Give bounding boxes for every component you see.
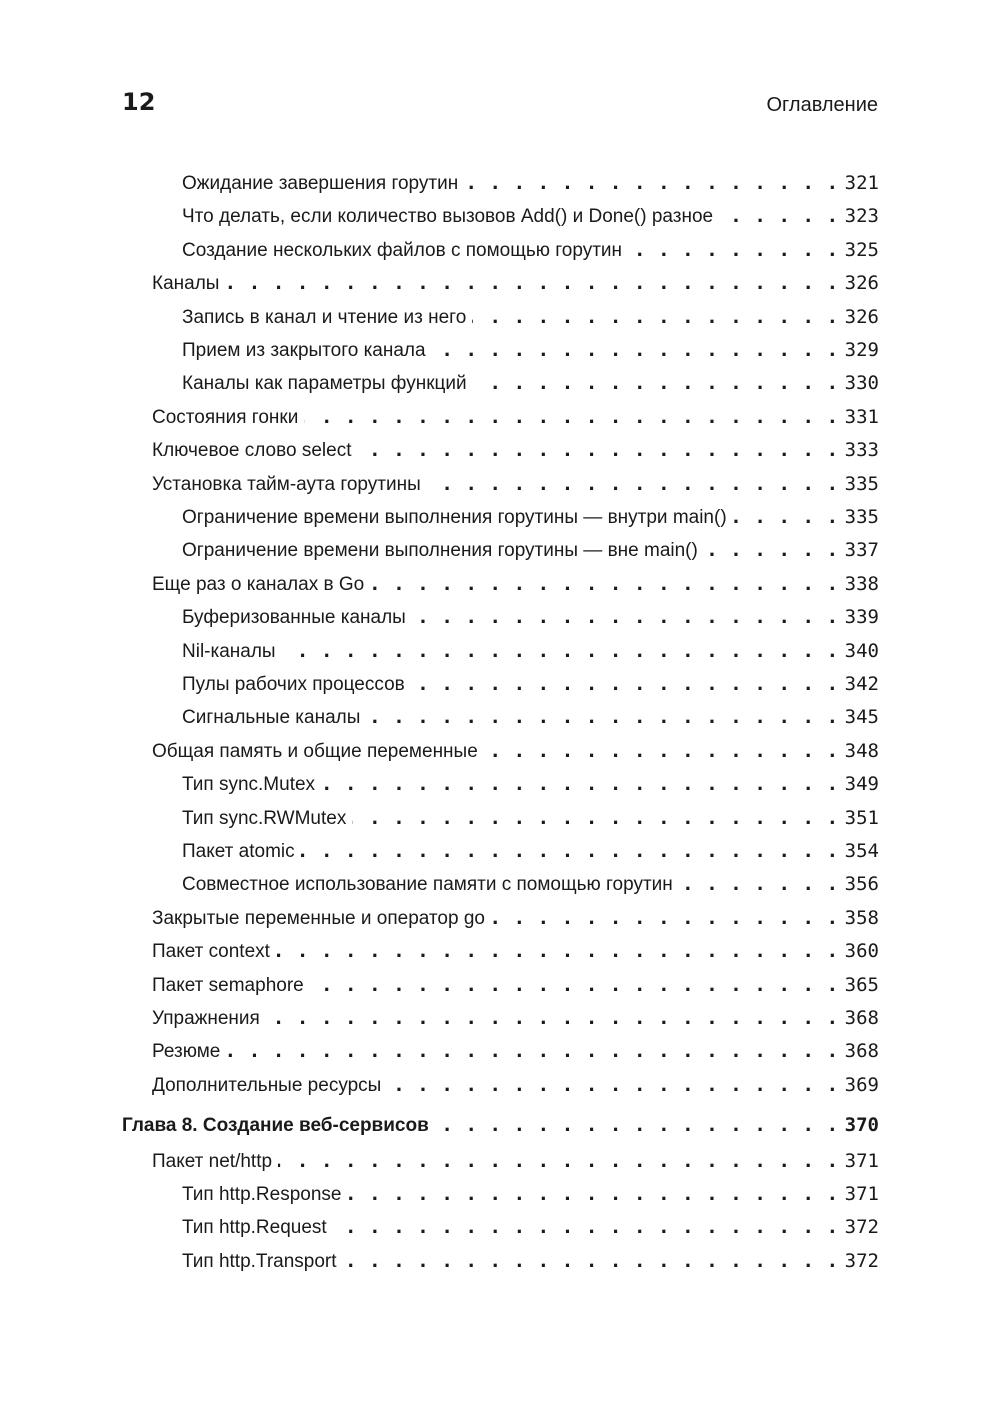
toc-entry-page: 330 xyxy=(844,372,879,395)
toc-dot-leader xyxy=(352,807,838,829)
toc-entry xyxy=(152,907,879,940)
toc-entry xyxy=(182,606,879,639)
toc-entry-page: 365 xyxy=(844,973,879,996)
toc-dot-leader xyxy=(278,1150,839,1172)
toc-entry-page: 325 xyxy=(844,238,879,261)
toc-entry-page: 358 xyxy=(844,906,879,929)
toc-entry-page: 349 xyxy=(844,773,879,796)
toc-dot-leader xyxy=(411,673,839,695)
toc-entry xyxy=(182,1216,879,1249)
toc-entry-page: 371 xyxy=(844,1149,879,1172)
toc-dot-leader xyxy=(333,1216,839,1238)
toc-dot-leader xyxy=(276,940,839,962)
toc-entry-page: 339 xyxy=(844,606,879,629)
toc-entry-page: 348 xyxy=(844,739,879,762)
toc-entry-title: Каналы xyxy=(152,273,220,295)
toc-dot-leader xyxy=(357,439,838,461)
toc-dot-leader xyxy=(733,506,839,528)
toc-entry xyxy=(182,506,879,539)
toc-entry xyxy=(152,1074,879,1107)
toc-entry-page: 333 xyxy=(844,439,879,462)
toc-entry xyxy=(182,873,879,906)
toc-entry xyxy=(182,1183,879,1216)
toc-entry xyxy=(152,439,879,472)
toc-entry xyxy=(182,172,879,205)
toc-entry-page: 323 xyxy=(844,205,879,228)
toc-entry-title: Пакет semaphore xyxy=(152,974,304,996)
toc-dot-leader xyxy=(225,272,838,294)
toc-entry-title: Буферизованные каналы xyxy=(182,607,406,629)
toc-entry-page: 340 xyxy=(844,639,879,662)
toc-entry-title: Тип http.Request xyxy=(182,1217,327,1239)
toc-entry-page: 342 xyxy=(844,673,879,695)
toc-entry-title: Тип sync.Mutex xyxy=(182,774,316,796)
toc-dot-leader xyxy=(484,740,839,762)
toc-entry-title: Создание нескольких файлов с помощью горутин xyxy=(182,239,623,261)
toc-entry-page: 371 xyxy=(844,1183,879,1205)
toc-entry xyxy=(152,740,879,773)
toc-entry xyxy=(152,272,879,305)
toc-entry-title: Дополнительные ресурсы xyxy=(152,1074,382,1096)
toc-entry-title: Закрытые переменные и оператор go xyxy=(152,907,485,929)
toc-dot-leader xyxy=(628,239,839,261)
toc-dot-leader xyxy=(464,172,838,194)
toc-dot-leader xyxy=(435,1114,839,1136)
toc-entry-page: 331 xyxy=(844,405,879,428)
toc-dot-leader xyxy=(304,406,838,428)
toc-dot-leader xyxy=(432,339,839,361)
toc-entry-title: Ограничение времени выполнения горутины — вне main() xyxy=(182,540,698,562)
toc-entry xyxy=(182,673,879,706)
toc-entry xyxy=(152,573,879,606)
toc-dot-leader xyxy=(301,840,839,862)
toc-entry-page: 351 xyxy=(844,806,879,829)
toc-entry-page: 354 xyxy=(844,840,879,862)
toc-entry-page: 372 xyxy=(844,1249,879,1272)
page-number: 12 xyxy=(122,88,156,116)
toc-entry-title: Упражнения xyxy=(152,1008,260,1029)
toc-chapter-entry xyxy=(122,1114,879,1147)
toc-entry-title: Установка тайм-аута горутины xyxy=(152,473,421,495)
toc-entry-page: 337 xyxy=(844,539,879,562)
toc-dot-leader xyxy=(679,873,839,895)
toc-entry-title: Пакет context xyxy=(152,941,270,963)
toc-entry-title: Что делать, если количество вызовов Add() и Done() разное xyxy=(182,206,714,228)
toc-entry xyxy=(182,640,879,673)
toc-entry-page: 329 xyxy=(844,339,879,361)
toc-entry-title: Ключевое слово select xyxy=(152,440,352,462)
toc-dot-leader xyxy=(427,473,839,495)
toc-entry xyxy=(182,1250,879,1283)
toc-entry xyxy=(152,473,879,506)
toc-entry-title: Ожидание завершения горутин xyxy=(182,173,459,194)
toc-entry-page: 369 xyxy=(844,1073,879,1096)
toc-dot-leader xyxy=(472,306,838,328)
toc-dot-leader xyxy=(370,573,838,595)
toc-entry-page: 356 xyxy=(844,873,879,896)
toc-entry xyxy=(152,974,879,1007)
toc-entry xyxy=(152,1040,879,1073)
toc-entry-page: 372 xyxy=(844,1216,879,1239)
toc-entry xyxy=(182,840,879,873)
toc-entry-title: Запись в канал и чтение из него xyxy=(182,306,467,328)
toc-entry-page: 338 xyxy=(844,572,879,595)
toc-dot-leader xyxy=(226,1040,838,1062)
toc-entry xyxy=(182,239,879,272)
toc-dot-leader xyxy=(343,1250,839,1272)
toc-entry xyxy=(152,406,879,439)
running-head: Оглавление xyxy=(766,94,878,116)
toc-entry-page: 345 xyxy=(844,706,879,729)
toc-entry-title: Состояния гонки xyxy=(152,406,299,428)
toc-entry xyxy=(152,940,879,973)
toc-entry-title: Глава 8. Создание веб-сервисов xyxy=(122,1115,429,1137)
toc-entry-page: 326 xyxy=(844,305,879,328)
toc-entry-title: Совместное использование памяти с помощью горутин xyxy=(182,874,673,896)
toc-entry-title: Общая память и общие переменные xyxy=(152,740,478,762)
toc-dot-leader xyxy=(704,539,839,561)
toc-entry-page: 321 xyxy=(844,172,879,194)
toc-entry-page: 326 xyxy=(844,272,879,295)
toc-dot-leader xyxy=(387,1074,838,1096)
toc-entry-title: Тип http.Response xyxy=(182,1184,342,1205)
toc-dot-leader xyxy=(266,1007,839,1029)
toc-entry xyxy=(182,372,879,405)
toc-entry-page: 368 xyxy=(844,1007,879,1029)
toc-entry-title: Тип http.Transport xyxy=(182,1250,337,1272)
toc-dot-leader xyxy=(719,205,839,227)
toc-entry-title: Пулы рабочих процессов xyxy=(182,674,405,695)
toc-entry-page: 370 xyxy=(844,1114,879,1137)
toc-entry xyxy=(182,205,879,238)
toc-entry-title: Прием из закрытого канала xyxy=(182,340,426,361)
toc-entry xyxy=(152,1150,879,1183)
toc-dot-leader xyxy=(473,372,839,394)
toc-entry-title: Nil-каналы xyxy=(182,640,276,662)
toc-dot-leader xyxy=(491,907,839,929)
toc-entry-title: Пакет atomic xyxy=(182,841,295,862)
toc-entry xyxy=(152,1007,879,1040)
toc-entry-title: Резюме xyxy=(152,1041,221,1063)
toc-dot-leader xyxy=(347,1183,838,1205)
toc-entry-title: Каналы как параметры функций xyxy=(182,373,467,395)
toc-entry-page: 335 xyxy=(844,472,879,495)
toc-entry-title: Еще раз о каналах в Go xyxy=(152,573,365,595)
toc-entry-title: Ограничение времени выполнения горутины — внутри main() xyxy=(182,507,727,528)
toc-entry xyxy=(182,539,879,572)
toc-dot-leader xyxy=(282,640,839,662)
toc-dot-leader xyxy=(412,606,839,628)
toc-entry xyxy=(182,773,879,806)
toc-entry-page: 360 xyxy=(844,940,879,963)
toc-dot-leader xyxy=(321,773,839,795)
toc-entry xyxy=(182,306,879,339)
toc-entry xyxy=(182,339,879,372)
toc-dot-leader xyxy=(366,706,838,728)
toc-entry-title: Пакет net/http xyxy=(152,1150,273,1172)
toc-entry-title: Тип sync.RWMutex xyxy=(182,807,347,829)
toc-entry-page: 368 xyxy=(844,1040,879,1063)
toc-dot-leader xyxy=(310,974,839,996)
toc-entry-page: 335 xyxy=(844,506,879,528)
toc-entry xyxy=(182,706,879,739)
toc-entry-title: Сигнальные каналы xyxy=(182,707,361,729)
toc-entry xyxy=(182,807,879,840)
